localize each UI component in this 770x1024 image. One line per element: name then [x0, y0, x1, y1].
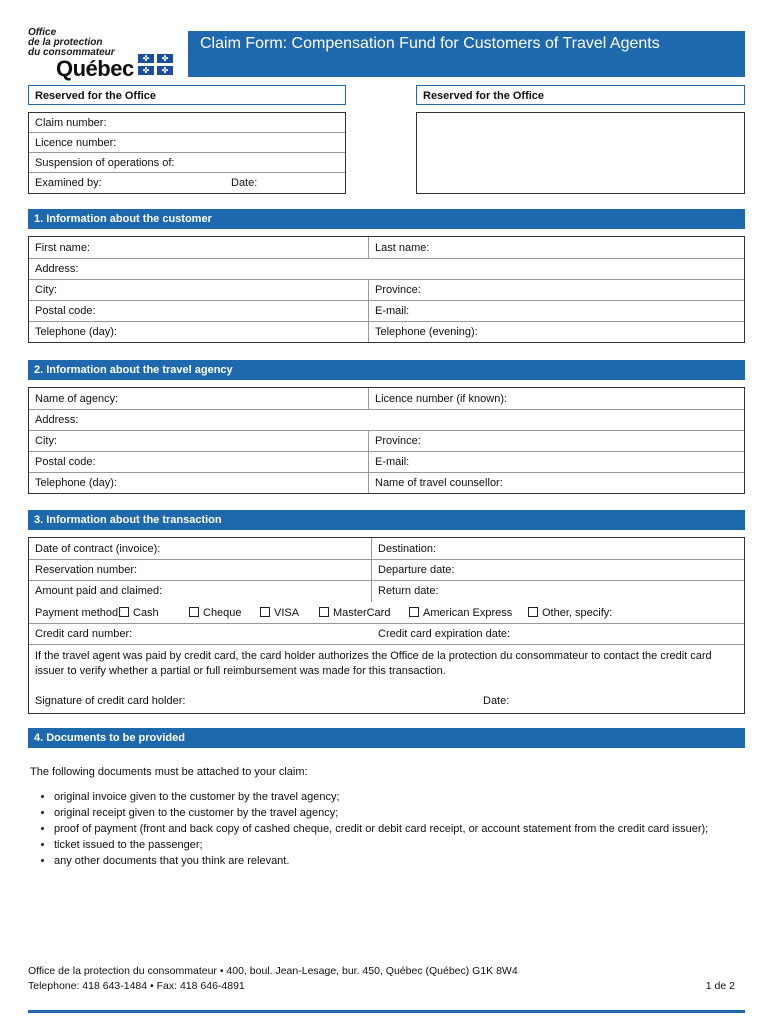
agency-address-field[interactable]	[29, 410, 744, 431]
address-label: Address:	[35, 263, 79, 275]
customer-telephone-field[interactable]	[29, 322, 744, 343]
agency-licence-label: Licence number (if known):	[375, 393, 508, 405]
payment-other[interactable]	[528, 602, 612, 624]
destination-label: Destination:	[378, 543, 437, 555]
page-title: Claim Form: Compensation Fund for Customers of Travel Agents	[188, 31, 745, 77]
payment-visa[interactable]	[260, 602, 299, 624]
signature-label: Signature of credit card holder:	[35, 695, 186, 707]
list-item: • ticket issued to the passenger;	[54, 837, 769, 853]
first-name-field[interactable]	[29, 237, 744, 259]
contract-date-field[interactable]	[29, 538, 744, 560]
footer-address: Office de la protection du consommateur • 400, boul. Jean-Lesage, bur. 450, Québec (Québec) G1K 8W4	[28, 965, 518, 977]
suspension-label: Suspension of operations of:	[35, 157, 175, 169]
footer-divider	[28, 1010, 745, 1013]
payment-visa-label: VISA	[274, 607, 300, 619]
footer	[28, 964, 745, 994]
claim-number-label: Claim number:	[35, 117, 107, 129]
payment-other-label: Other, specify:	[542, 607, 613, 619]
agency-name-field[interactable]	[29, 388, 744, 410]
quebec-flag-icon: ✤ ✤ ✤ ✤	[138, 54, 174, 76]
agency-email-label: E-mail:	[375, 456, 410, 468]
postal-code-label: Postal code:	[35, 305, 96, 317]
agency-city-field[interactable]	[29, 431, 744, 452]
reservation-field[interactable]	[29, 560, 744, 581]
last-name-label: Last name:	[375, 242, 430, 254]
divider	[368, 431, 369, 493]
payment-cash-label: Cash	[133, 607, 159, 619]
authorization-text: If the travel agent was paid by credit card, the card holder authorizes the Office de la protection du consommateur to contact the credit card issuer to verify whether a partial or full reimbursement was made for this transaction.	[35, 650, 712, 677]
section1-title: 1. Information about the customer	[28, 209, 745, 229]
customer-city-field[interactable]	[29, 280, 744, 301]
amount-field[interactable]	[29, 581, 744, 602]
agency-address-label: Address:	[35, 414, 79, 426]
agency-postal-label: Postal code:	[35, 456, 96, 468]
documents-list	[26, 789, 769, 869]
customer-box	[28, 236, 745, 343]
examined-by-label: Examined by:	[35, 177, 102, 189]
payment-mastercard[interactable]	[319, 602, 390, 624]
agency-province-label: Province:	[375, 435, 421, 447]
licence-number-field[interactable]	[29, 133, 345, 153]
payment-cheque-label: Cheque	[203, 607, 242, 619]
signature-field[interactable]	[35, 695, 737, 707]
logo-line3: du consommateur	[28, 47, 115, 58]
checkbox-icon[interactable]	[260, 607, 270, 617]
logo	[28, 28, 178, 80]
checkbox-icon[interactable]	[119, 607, 129, 617]
checkbox-icon[interactable]	[189, 607, 199, 617]
checkbox-icon[interactable]	[528, 607, 538, 617]
documents-intro: The following documents must be attached to your claim:	[30, 766, 308, 778]
checkbox-icon[interactable]	[409, 607, 419, 617]
contract-date-label: Date of contract (invoice):	[35, 543, 161, 555]
divider	[368, 388, 369, 410]
list-item: • original invoice given to the customer by the travel agency;	[54, 789, 769, 805]
claim-number-field[interactable]	[29, 113, 345, 133]
checkbox-icon[interactable]	[319, 607, 329, 617]
office-box-right[interactable]	[416, 112, 745, 194]
licence-number-label: Licence number:	[35, 137, 117, 149]
payment-amex[interactable]	[409, 602, 512, 624]
signature-date-label: Date:	[483, 695, 510, 707]
suspension-field[interactable]	[29, 153, 345, 173]
list-item: • proof of payment (front and back copy of cashed cheque, credit or debit card receipt, or account statement from the credit card issuer);	[54, 821, 769, 837]
list-item: • original receipt given to the customer by the travel agency;	[54, 805, 769, 821]
province-label: Province:	[375, 284, 421, 296]
amount-label: Amount paid and claimed:	[35, 585, 163, 597]
customer-postal-field[interactable]	[29, 301, 744, 322]
logo-line2: de la protection	[28, 37, 103, 48]
tel-day-label: Telephone (day):	[35, 326, 117, 338]
payment-mastercard-label: MasterCard	[333, 607, 391, 619]
transaction-box	[28, 537, 745, 714]
first-name-label: First name:	[35, 242, 91, 254]
return-date-label: Return date:	[378, 585, 439, 597]
payment-method-label: Payment method:	[35, 607, 122, 619]
tel-evening-label: Telephone (evening):	[375, 326, 478, 338]
agency-postal-field[interactable]	[29, 452, 744, 473]
office-box	[28, 112, 346, 194]
city-label: City:	[35, 284, 57, 296]
logo-brand: Québec	[56, 56, 134, 81]
reserved-label-left: Reserved for the Office	[28, 85, 346, 105]
departure-label: Departure date:	[378, 564, 455, 576]
counsellor-label: Name of travel counsellor:	[375, 477, 503, 489]
agency-city-label: City:	[35, 435, 57, 447]
reservation-label: Reservation number:	[35, 564, 138, 576]
card-number-label: Credit card number:	[35, 628, 133, 640]
email-label: E-mail:	[375, 305, 410, 317]
section3-title: 3. Information about the transaction	[28, 510, 745, 530]
payment-method-row	[29, 602, 744, 624]
list-item: • any other documents that you think are relevant.	[54, 853, 769, 869]
agency-box	[28, 387, 745, 494]
office-date-label: Date:	[231, 177, 258, 189]
payment-cheque[interactable]	[189, 602, 242, 624]
payment-cash[interactable]	[119, 602, 159, 624]
logo-line1: Office	[28, 27, 57, 38]
agency-name-label: Name of agency:	[35, 393, 119, 405]
section2-title: 2. Information about the travel agency	[28, 360, 745, 380]
payment-amex-label: American Express	[423, 607, 513, 619]
divider	[368, 280, 369, 342]
section4-title: 4. Documents to be provided	[28, 728, 745, 748]
examined-by-field[interactable]	[29, 173, 345, 193]
agency-tel-label: Telephone (day):	[35, 477, 117, 489]
card-expiry-label: Credit card expiration date:	[378, 628, 511, 640]
page-number: 1 de 2	[705, 980, 735, 992]
customer-address-field[interactable]	[29, 259, 744, 280]
card-number-field[interactable]	[29, 624, 744, 645]
reserved-label-right: Reserved for the Office	[416, 85, 745, 105]
agency-telephone-field[interactable]	[29, 473, 744, 494]
footer-phone: Telephone: 418 643-1484 • Fax: 418 646-4891	[28, 980, 245, 992]
divider	[368, 237, 369, 259]
divider	[371, 538, 372, 602]
